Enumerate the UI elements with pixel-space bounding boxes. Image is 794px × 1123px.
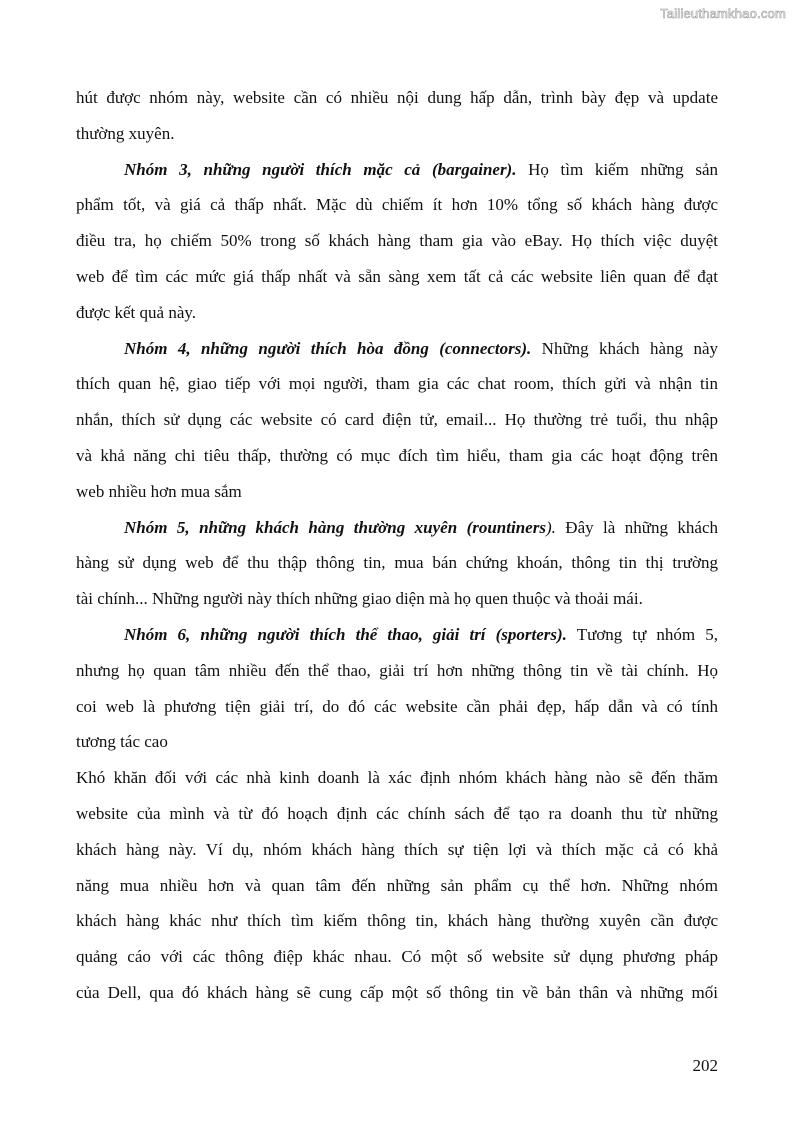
text-line: nhưng họ quan tâm nhiều đến thể thao, giải trí hơn những thông tin về tài chính. Họ (76, 660, 718, 680)
text-span: Họ tìm kiếm những sản (516, 159, 718, 179)
text-line: phẩm tốt, và giá cả thấp nhất. Mặc dù chiếm ít hơn 10% tổng số khách hàng được (76, 195, 718, 215)
text-line: khách hàng khác như thích tìm kiếm thông tin, khách hàng thường xuyên cần được (76, 911, 718, 931)
text-span: Tương tự nhóm 5, (566, 624, 718, 644)
text-span: Đây là những khách (555, 517, 718, 537)
paragraph-heading-line (76, 510, 718, 546)
text-line: nhắn, thích sử dụng các website có card điện tử, email... Họ thường trẻ tuổi, thu nhập (76, 410, 718, 430)
group-4-heading: Nhóm 4, những người thích hòa đồng (connectors). (124, 338, 532, 358)
text-span: ). (545, 517, 556, 537)
document-body (76, 80, 718, 1011)
text-line: thường xuyên. (76, 123, 175, 143)
text-line: web để tìm các mức giá thấp nhất và sẵn sàng xem tất cả các website liên quan để đạt (76, 266, 718, 286)
text-line: năng mua nhiều hơn và quan tâm đến những sản phẩm cụ thể hơn. Những nhóm (76, 875, 718, 895)
text-line: quảng cáo với các thông điệp khác nhau. Có một số website sử dụng phương pháp (76, 947, 718, 967)
text-line: web nhiều hơn mua sắm (76, 481, 242, 501)
text-line: điều tra, họ chiếm 50% trong số khách hàng tham gia vào eBay. Họ thích việc duyệt (76, 231, 718, 251)
text-line: thích quan hệ, giao tiếp với mọi người, tham gia các chat room, thích gửi và nhận tin (76, 374, 718, 394)
watermark-text: Tailieuthamkhao.com (660, 6, 786, 21)
text-line: của Dell, qua đó khách hàng sẽ cung cấp một số thông tin về bản thân và những mối (76, 982, 718, 1002)
group-3-heading: Nhóm 3, những người thích mặc cả (bargainer). (124, 159, 517, 179)
paragraph-heading-line (76, 152, 718, 188)
text-line: tài chính... Những người này thích những giao diện mà họ quen thuộc và thoải mái. (76, 589, 643, 609)
text-line: coi web là phương tiện giải trí, do đó các website cần phải đẹp, hấp dẫn và có tính (76, 696, 718, 716)
text-line: được kết quả này. (76, 302, 197, 322)
text-line: Khó khăn đối với các nhà kinh doanh là xác định nhóm khách hàng nào sẽ đến thăm (76, 768, 718, 788)
group-6-heading: Nhóm 6, những người thích thể thao, giải trí (sporters). (124, 624, 567, 644)
text-line: hút được nhóm này, website cần có nhiều nội dung hấp dẫn, trình bày đẹp và update (76, 88, 718, 107)
text-line: khách hàng này. Ví dụ, nhóm khách hàng thích sự tiện lợi và thích mặc cả có khả (76, 839, 718, 859)
paragraph-heading-line (76, 331, 718, 367)
text-line: và khả năng chi tiêu thấp, thường có mục đích tìm hiểu, tham gia các hoạt động trên (76, 445, 718, 465)
text-line: website của mình và từ đó hoạch định các chính sách để tạo ra doanh thu từ những (76, 803, 718, 823)
text-line: hàng sử dụng web để thu thập thông tin, mua bán chứng khoán, thông tin thị trường (76, 553, 718, 573)
group-5-heading: Nhóm 5, những khách hàng thường xuyên (rountiners (124, 517, 546, 537)
paragraph-heading-line (76, 617, 718, 653)
text-line: tương tác cao (76, 732, 168, 752)
page-number: 202 (692, 1056, 718, 1075)
text-span: Những khách hàng này (531, 338, 718, 358)
